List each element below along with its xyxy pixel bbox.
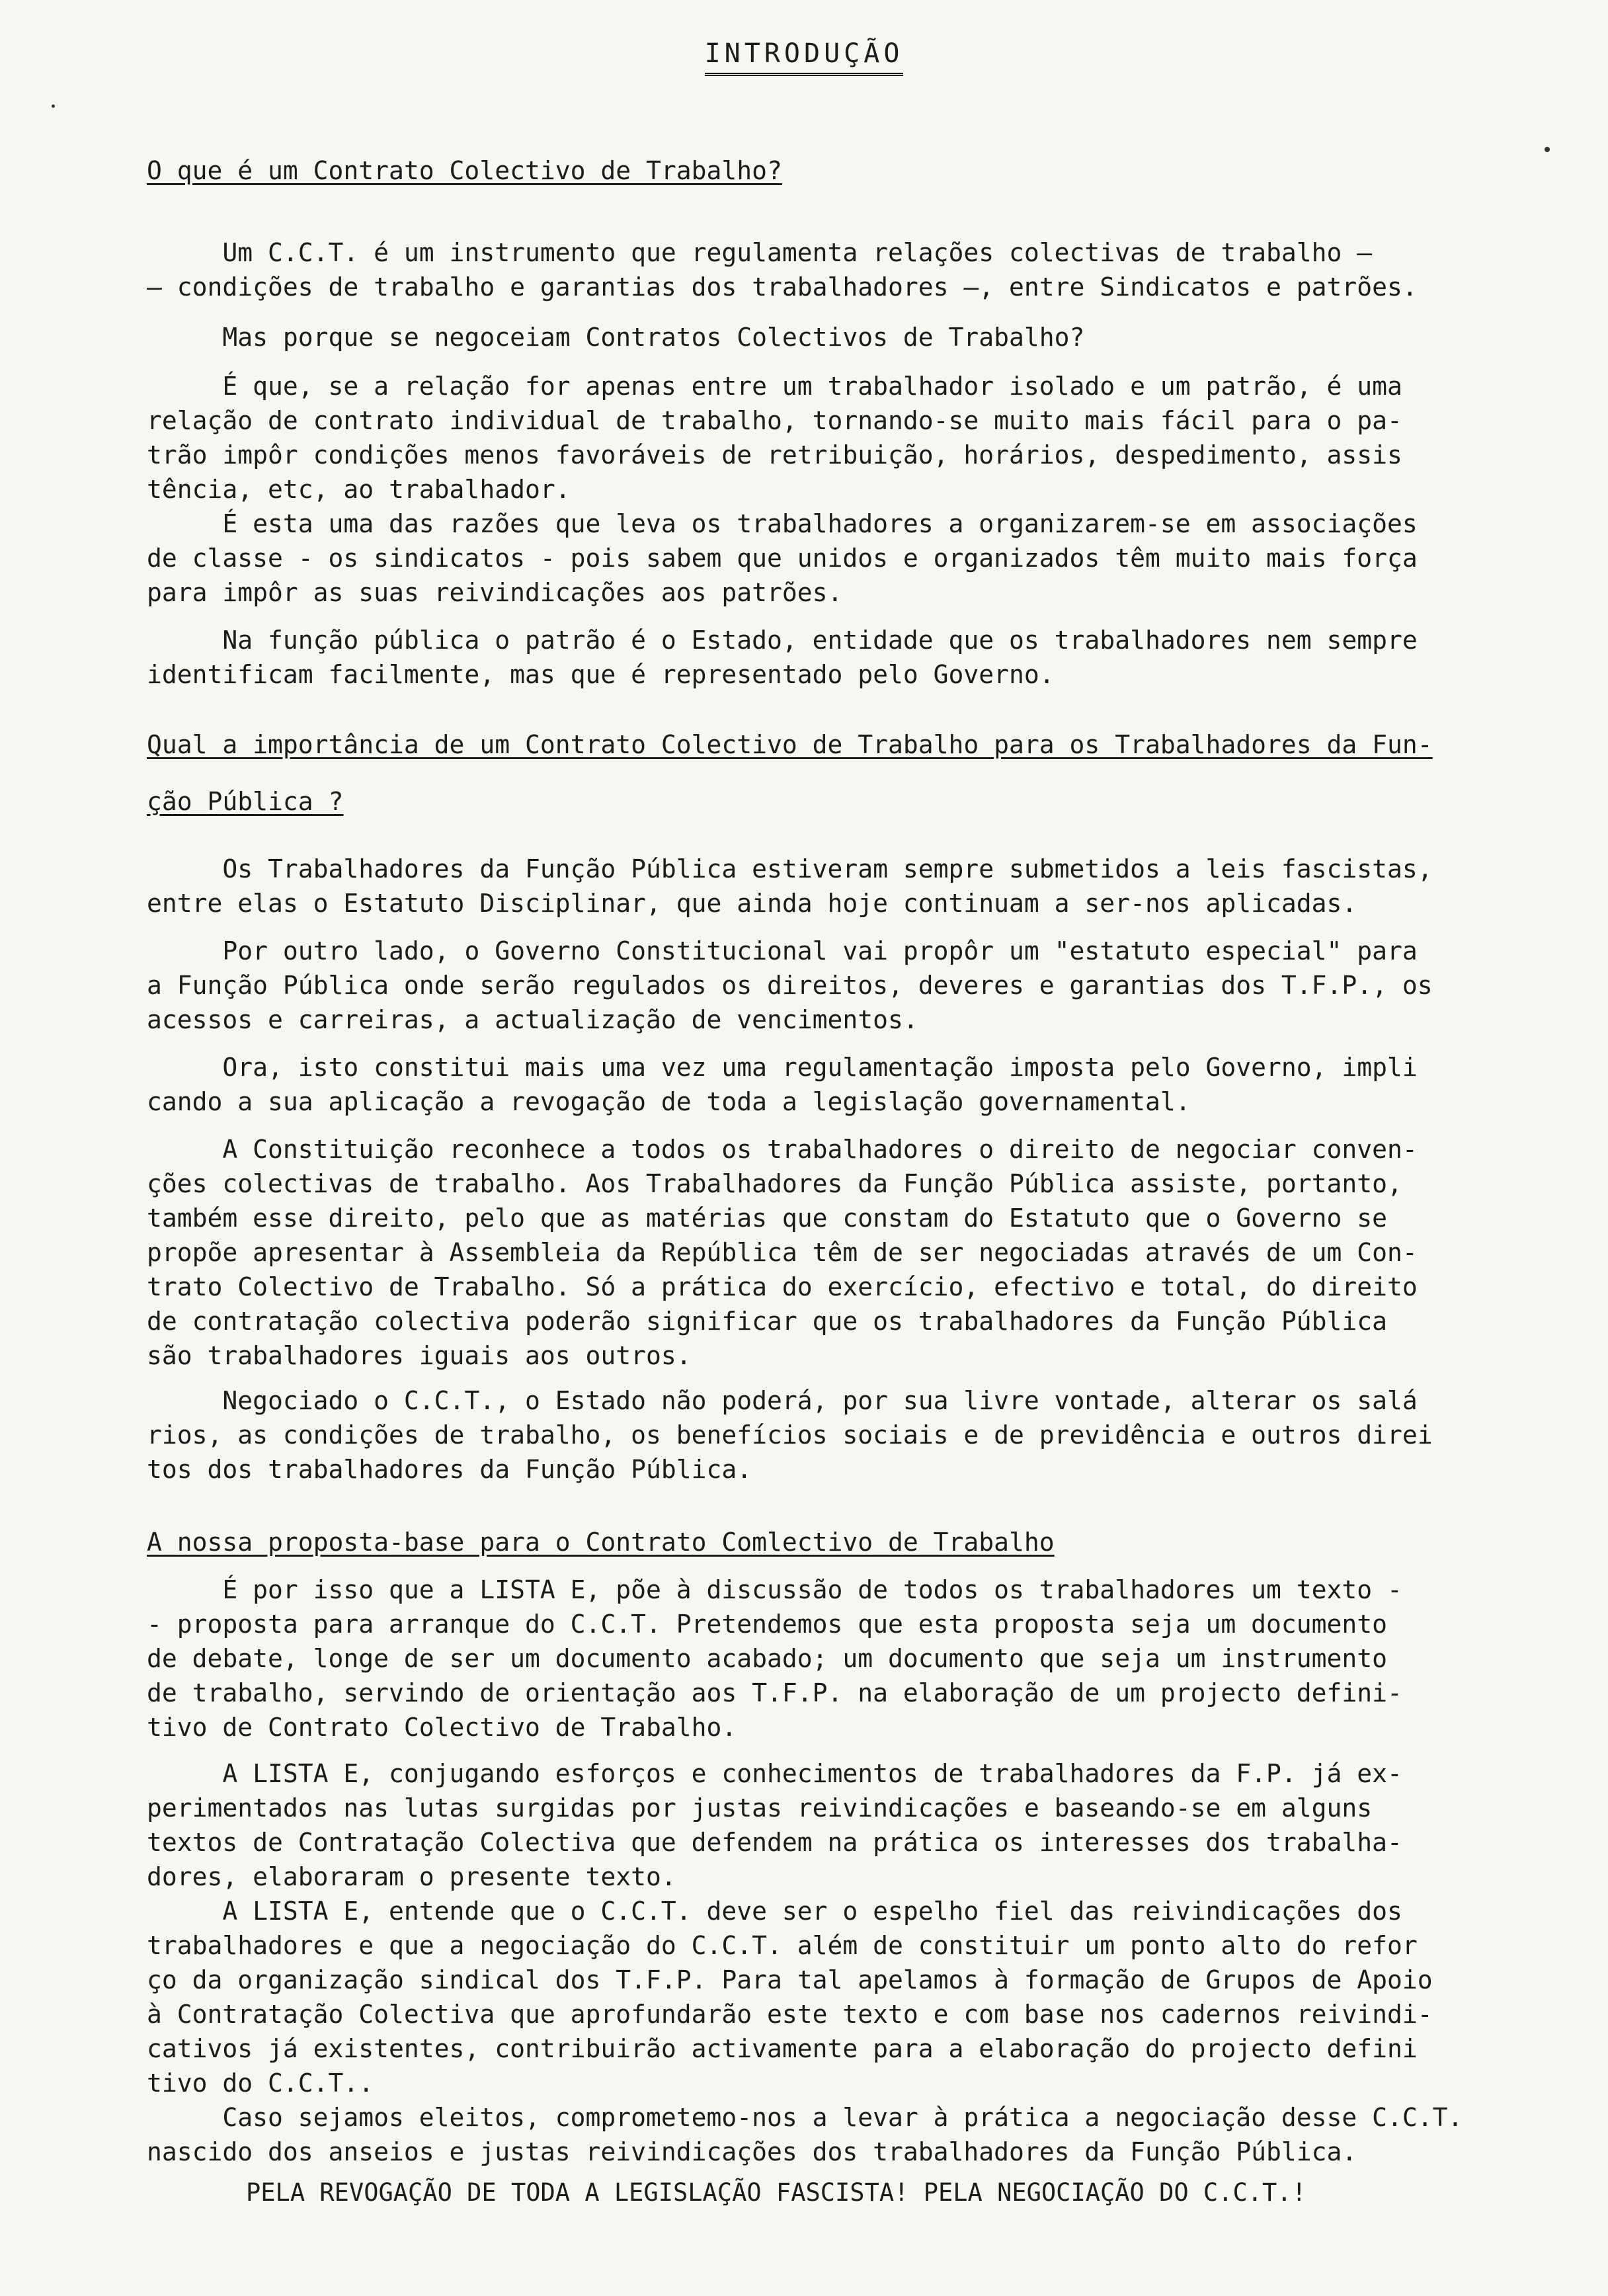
ink-speck bbox=[1545, 147, 1550, 152]
page-title: INTRODUÇÃO bbox=[0, 38, 1608, 69]
section-heading-1: O que é um Contrato Colectivo de Trabalho? bbox=[147, 156, 782, 185]
paragraph-2-2: Por outro lado, o Governo Constitucional vai propôr um "estatuto especial" para a Função Pública onde serão regulados os direitos, deveres e garantias dos T.F.P., os acessos e carreiras, a actualização de vencimentos. bbox=[147, 936, 1433, 1034]
paragraph-2-3: Ora, isto constitui mais uma vez uma regulamentação imposta pelo Governo, impli cando a sua aplicação a revogação de toda a legislação governamental. bbox=[147, 1053, 1418, 1116]
ink-speck bbox=[52, 104, 55, 108]
paragraph-3-2: A LISTA E, conjugando esforços e conhecimentos de trabalhadores da F.P. já ex- perimentados nas lutas surgidas por justas reivindicações e baseando-se em alguns textos de Contratação Colectiva que defendem na prática os interesses dos trabalha- dores, elaboraram o presente texto. A LISTA E, entende que o C.C.T. deve ser o espelho fiel das reivindicações dos trabalhadores e que a negociação do C.C.T. além de constituir um ponto alto do refor ço da organização sindical dos T.F.P. Para tal apelamos à formação de Grupos de Apoio à Contratação Colectiva que aprofundarão este texto e com base nos cadernos reivindi- cativos já existentes, contribuirão activamente para a elaboração do projecto defini tivo do C.C.T.. Caso sejamos eleitos, comprometemo-nos a levar à prática a negociação desse C.C.T. nascido dos anseios e justas reivindicações dos trabalhadores da Função Pública. bbox=[147, 1759, 1463, 2166]
section-heading-3: A nossa proposta-base para o Contrato Comlectivo de Trabalho bbox=[147, 1528, 1055, 1557]
paragraph-2-5: Negociado o C.C.T., o Estado não poderá, por sua livre vontade, alterar os salá rios, as condições de trabalho, os benefícios sociais e de previdência e outros direi tos dos trabalhadores da Função Pública. bbox=[147, 1386, 1433, 1484]
paragraph-1-1: Um C.C.T. é um instrumento que regulamenta relações colectivas de trabalho — — condições de trabalho e garantias dos trabalhadores —, entre Sindicatos e patrões. bbox=[147, 238, 1418, 302]
paragraph-3-1: É por isso que a LISTA E, põe à discussão de todos os trabalhadores um texto - - proposta para arranque do C.C.T. Pretendemos que esta proposta seja um documento de debate, longe de ser um documento acabado; um documento que seja um instrumento de trabalho, servindo de orientação aos T.F.P. na elaboração de um projecto defini- tivo de Contrato Colectivo de Trabalho. bbox=[147, 1575, 1402, 1742]
paragraph-1-4: Na função pública o patrão é o Estado, entidade que os trabalhadores nem sempre identificam facilmente, mas que é representado pelo Governo. bbox=[147, 626, 1418, 689]
section-heading-2-line2: ção Pública ? bbox=[147, 787, 344, 816]
paragraph-2-4: A Constituição reconhece a todos os trabalhadores o direito de negociar conven- ções colectivas de trabalho. Aos Trabalhadores da Função Pública assiste, portanto, também esse direito, pelo que as matérias que constam do Estatuto que o Governo se propõe apresentar à Assembleia da República têm de ser negociadas através de um Con- trato Colectivo de Trabalho. Só a prática do exercício, efectivo e total, do direito de contratação colectiva poderão significar que os trabalhadores da Função Pública são trabalhadores iguais aos outros. bbox=[147, 1135, 1418, 1370]
section-heading-2-line1: Qual a importância de um Contrato Colectivo de Trabalho para os Trabalhadores da Fun- bbox=[147, 730, 1433, 759]
paragraph-2-1: Os Trabalhadores da Função Pública estiveram sempre submetidos a leis fascistas, entre elas o Estatuto Disciplinar, que ainda hoje continuam a ser-nos aplicadas. bbox=[147, 854, 1433, 918]
closing-slogan: PELA REVOGAÇÃO DE TODA A LEGISLAÇÃO FASCISTA! PELA NEGOCIAÇÃO DO C.C.T.! bbox=[246, 2178, 1306, 2207]
paragraph-1-2: Mas porque se negoceiam Contratos Colectivos de Trabalho? bbox=[147, 323, 1085, 352]
paragraph-1-3: É que, se a relação for apenas entre um trabalhador isolado e um patrão, é uma relação de contrato individual de trabalho, tornando-se muito mais fácil para o pa- trão impôr condições menos favoráveis de retribuição, horários, despedimento, assis tência, etc, ao trabalhador. É esta uma das razões que leva os trabalhadores a organizarem-se em associações de classe - os sindicatos - pois sabem que unidos e organizados têm muito mais força para impôr as suas reivindicações aos patrões. bbox=[147, 372, 1418, 607]
